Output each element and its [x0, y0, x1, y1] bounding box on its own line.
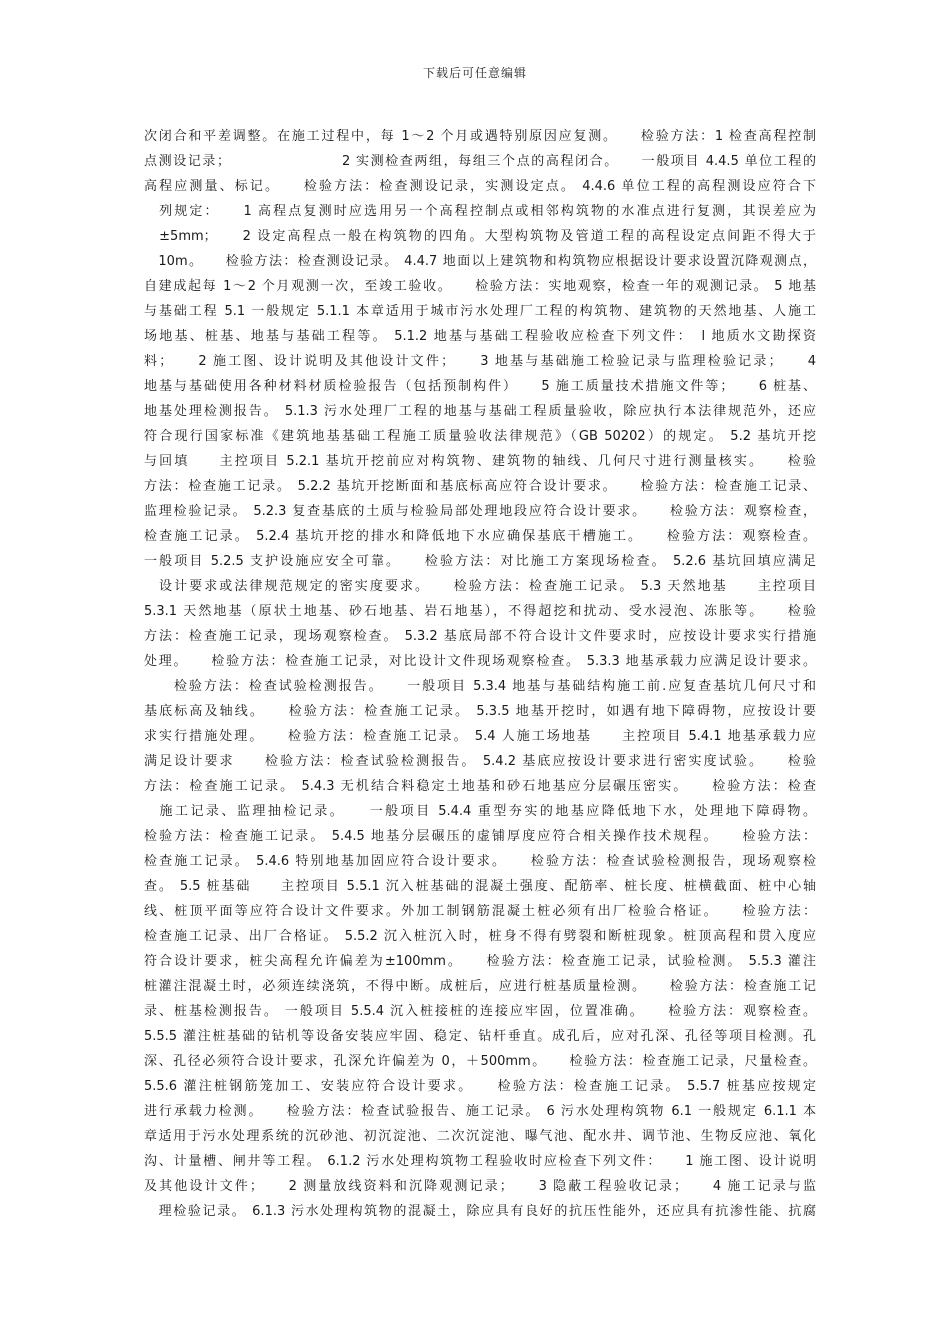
- text-line: 检查施工记录、出厂合格证。 5.5.2 沉入桩沉入时，桩身不得有劈裂和断桩现象。桩顶高程和贯入度应: [144, 929, 816, 944]
- text-line: 检查施工记录。 5.4.6 特别地基加固应符合设计要求。 检验方法：检查试验检测报告，现场观察检: [144, 854, 816, 869]
- text-line: 点测设记录； 2 实测检查两组，每组三个点的高程闭合。 一般项目 4.4.5 单位工程的: [144, 154, 816, 169]
- text-line: 与基础工程 5.1 一般规定 5.1.1 本章适用于城市污水处理厂工程的构筑物、建筑物的天然地基、人施工: [144, 304, 816, 319]
- text-line: 满足设计要求 检验方法：检查试验检测报告。 5.4.2 基底应按设计要求进行密实度试验。 检验: [144, 754, 816, 769]
- page-header: 下载后可任意编辑: [422, 66, 527, 80]
- text-line: 沟、计量槽、闸井等工程。 6.1.2 污水处理构筑物工程验收时应检查下列文件： 1 施工图、设计说明: [144, 1154, 816, 1169]
- text-line: 检验方法：检查施工记录。 5.4.5 地基分层碾压的虚铺厚度应符合相关操作技术规程。 检验方法：: [144, 829, 816, 844]
- text-line: 10m。 检验方法：检查测设记录。 4.4.7 地面以上建筑物和构筑物应根据设计要求设置沉降观测点，: [144, 254, 816, 269]
- text-line: 高程应测量、标记。 检验方法：检查测设记录，实测设定点。 4.4.6 单位工程的高程测设应符合下: [144, 179, 816, 194]
- text-line: 与回填 主控项目 5.2.1 基坑开挖前应对构筑物、建筑物的轴线、几何尺寸进行测量核实。 检验: [144, 454, 816, 469]
- text-line: 理检验记录。 6.1.3 污水处理构筑物的混凝土，除应具有良好的抗压性能外，还应具有抗渗性能、抗腐: [144, 1204, 816, 1219]
- text-line: 5.5.6 灌注桩钢筋笼加工、安装应符合设计要求。 检验方法：检查施工记录。 5.5.7 桩基应按规定: [144, 1079, 816, 1094]
- text-line: 自建成起每 1～2 个月观测一次，至竣工验收。 检验方法：实地观察，检查一年的观测记录。 5 地基: [144, 279, 816, 294]
- text-line: 设计要求或法律规范规定的密实度要求。 检验方法：检查施工记录。 5.3 天然地基 主控项目: [144, 579, 816, 594]
- text-line: 场地基、桩基、地基与基础工程等。 5.1.2 地基与基础工程验收应检查下列文件： l 地质水文勘探资: [144, 329, 816, 344]
- text-line: 列规定： 1 高程点复测时应选用另一个高程控制点或相邻构筑物的水准点进行复测，其误差应为: [144, 204, 816, 219]
- text-line: 5.5.5 灌注桩基础的钻机等设备安装应牢固、稳定、钻杆垂直。成孔后，应对孔深、孔径等项目检测。孔: [144, 1029, 816, 1044]
- text-line: 录、桩基检测报告。 一般项目 5.5.4 沉入桩接桩的连接应牢固，位置准确。 检验方法：观察检查。: [144, 1004, 816, 1019]
- text-line: 处理。 检验方法：检查施工记录，对比设计文件现场观察检查。 5.3.3 地基承载力应满足设计要求。: [144, 654, 816, 669]
- text-line: 地基处理检测报告。 5.1.3 污水处理厂工程的地基与基础工程质量验收，除应执行本法律规范外，还应: [144, 404, 816, 419]
- text-line: 进行承载力检测。 检验方法：检查试验报告、施工记录。 6 污水处理构筑物 6.1 一般规定 6.1.1 本: [144, 1104, 816, 1119]
- text-line: 章适用于污水处理系统的沉砂池、初沉淀池、二次沉淀池、曝气池、配水井、调节池、生物反应池、氧化: [144, 1129, 816, 1144]
- text-line: 线、桩顶平面等应符合设计文件要求。外加工制钢筋混凝土桩必须有出厂检验合格证。 检验方法：: [144, 904, 816, 919]
- text-line: 方法：检查施工记录。 5.4.3 无机结合料稳定土地基和砂石地基应分层碾压密实。 检验方法：检查: [144, 779, 816, 794]
- text-line: 求实行措施处理。 检验方法：检查施工记录。 5.4 人施工场地基 主控项目 5.4.1 地基承载力应: [144, 729, 816, 744]
- text-line: 方法：检查施工记录，现场观察检查。 5.3.2 基底局部不符合设计文件要求时，应按设计要求实行措施: [144, 629, 816, 644]
- text-line: 监理检验记录。 5.2.3 复查基底的土质与检验局部处理地段应符合设计要求。 检验方法：观察检查，: [144, 504, 816, 519]
- text-line: 料； 2 施工图、设计说明及其他设计文件； 3 地基与基础施工检验记录与监理检验记录； 4: [144, 354, 816, 369]
- text-line: 地基与基础使用各种材料材质检验报告（包括预制构件） 5 施工质量技术措施文件等； 6 桩基、: [144, 379, 816, 394]
- text-line: 符合设计要求，桩尖高程允许偏差为±100mm。 检验方法：检查施工记录，试验检测。 5.5.3 灌注: [144, 954, 816, 969]
- text-line: 检查施工记录。 5.2.4 基坑开挖的排水和降低地下水应确保基底干槽施工。 检验方法：观察检查。: [144, 529, 816, 544]
- document-body: [144, 124, 816, 1224]
- text-line: 基底标高及轴线。 检验方法：检查施工记录。 5.3.5 地基开挖时，如遇有地下障碍物，应按设计要: [144, 704, 816, 719]
- text-line: 查。 5.5 桩基础 主控项目 5.5.1 沉入桩基础的混凝土强度、配筋率、桩长度、桩横截面、桩中心轴: [144, 879, 816, 894]
- text-line: 方法：检查施工记录。 5.2.2 基坑开挖断面和基底标高应符合设计要求。 检验方法：检查施工记录、: [144, 479, 816, 494]
- text-line: 及其他设计文件； 2 测量放线资料和沉降观测记录； 3 隐蔽工程验收记录； 4 施工记录与监: [144, 1179, 816, 1194]
- text-line: 次闭合和平差调整。在施工过程中，每 1～2 个月或遇特别原因应复测。 检验方法：1 检查高程控制: [144, 129, 816, 144]
- text-line: 桩灌注混凝土时，必须连续浇筑，不得中断。成桩后，应进行桩基质量检测。 检验方法：检查施工记: [144, 979, 816, 994]
- text-line: 符合现行国家标准《建筑地基基础工程施工质量验收法律规范》（GB 50202）的规定。 5.2 基坑开挖: [144, 429, 816, 444]
- text-line: 深、孔径必须符合设计要求，孔深允许偏差为 0，＋500mm。 检验方法：检查施工记录，尺量检查。: [144, 1054, 816, 1069]
- text-line: 检验方法：检查试验检测报告。 一般项目 5.3.4 地基与基础结构施工前.应复查基坑几何尺寸和: [144, 679, 816, 694]
- text-line: 施工记录、监理抽检记录。 一般项目 5.4.4 重型夯实的地基应降低地下水，处理地下障碍物。: [144, 804, 816, 819]
- text-line: 5.3.1 天然地基（原状土地基、砂石地基、岩石地基），不得超挖和扰动、受水浸泡、冻胀等。 检验: [144, 604, 816, 619]
- text-line: 一般项目 5.2.5 支护设施应安全可靠。 检验方法：对比施工方案现场检查。 5.2.6 基坑回填应满足: [144, 554, 816, 569]
- text-line: ±5mm； 2 设定高程点一般在构筑物的四角。大型构筑物及管道工程的高程设定点间距不得大于: [144, 229, 816, 244]
